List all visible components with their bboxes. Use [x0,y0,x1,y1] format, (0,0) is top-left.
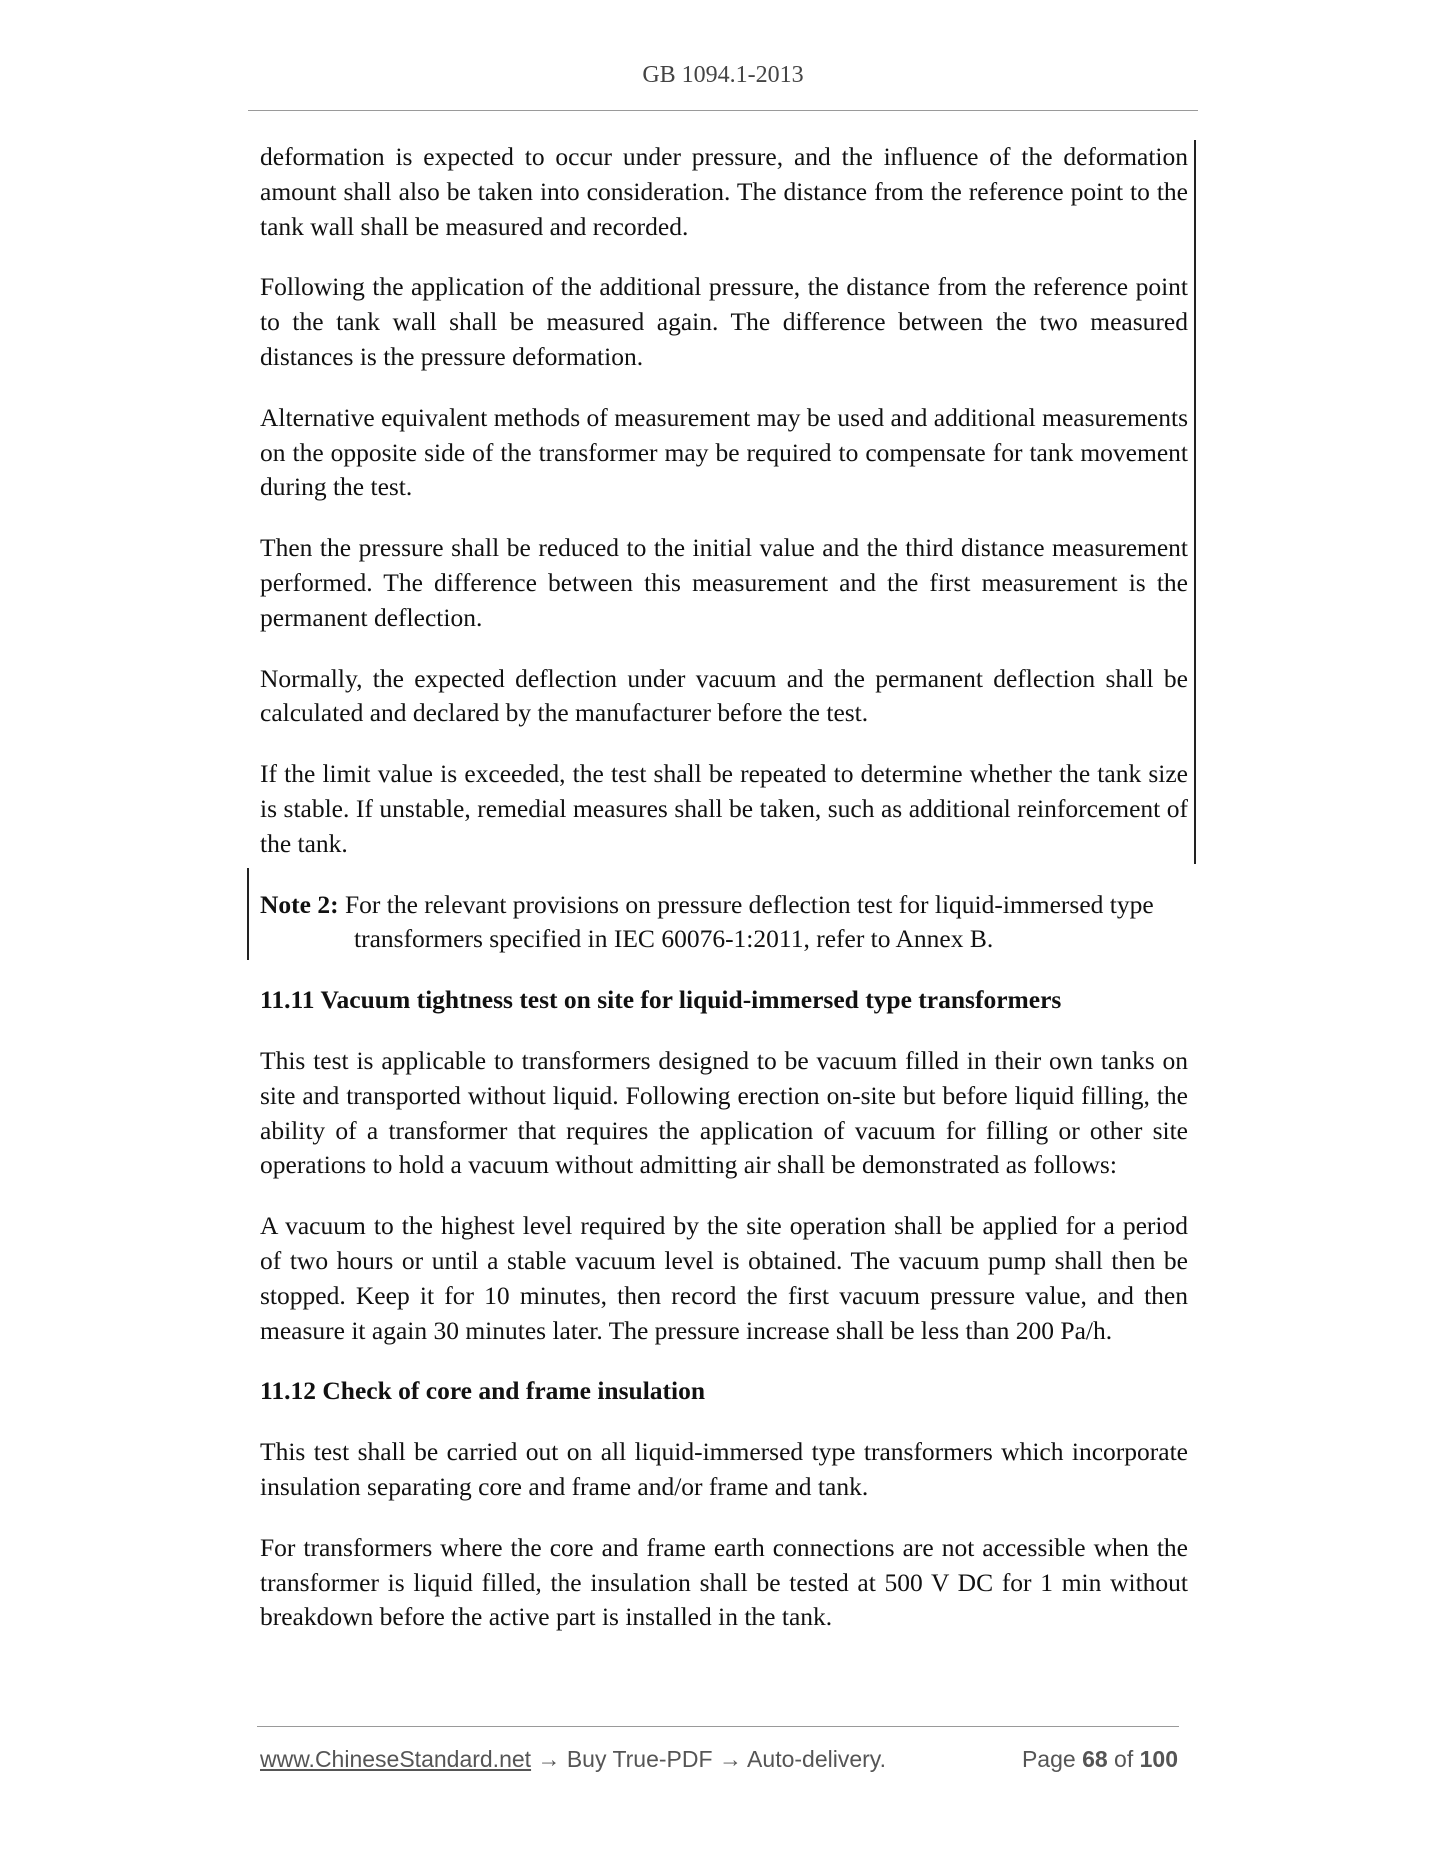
paragraph: For transformers where the core and frame earth connections are not accessible when the transformer is liquid filled, the insulation shall be tested at 500 V DC for 1 min without breakdown before the active part is installed in the tank. [260,1532,1188,1632]
note-line-2: transformers specified in IEC 60076-1:2011, refer to Annex B. [354,924,994,954]
paragraph: If the limit value is exceeded, the test shall be repeated to determine whether the tank size is stable. If unstable, remedial measures shall be taken, such as additional reinforcement of the tank. [260,759,1188,858]
paragraph: Following the application of the additional pressure, the distance from the reference point to the tank wall shall be measured again. The difference between the two measured distances is the pressure deformation. [260,272,1188,371]
paragraph: deformation is expected to occur under pressure, and the influence of the deformation amount shall also be taken into consideration. The distance from the reference point to the tank wall shall be measured and recorded. [260,142,1188,241]
section-heading-11-12: 11.12 Check of core and frame insulation [260,1376,706,1406]
note-line-1: For the relevant provisions on pressure deflection test for liquid-immersed type [344,889,1154,919]
section-heading-11-11: 11.11 Vacuum tightness test on site for liquid-immersed type transformers [260,985,1062,1015]
header-divider [248,110,1198,111]
standard-id-header: GB 1094.1-2013 [642,62,804,88]
page-word: Page [1021,1746,1076,1772]
page-current: 68 [1082,1746,1108,1772]
revision-bar-left [247,868,249,960]
site-link[interactable]: www.ChineseStandard.net [260,1746,532,1772]
note-label: Note 2: [260,889,339,919]
body-text [260,140,1188,1635]
note-2 [260,888,1188,958]
page-total: 100 [1139,1746,1178,1772]
paragraph: Then the pressure shall be reduced to the initial value and the third distance measurement performed. The difference between this measurement and the first measurement is the permanent deflection. [260,533,1188,632]
page-footer [260,1746,1178,1773]
paragraph: This test is applicable to transformers designed to be vacuum filled in their own tanks on site and transported without liquid. Following erection on-site but before liquid filling, the ability of a transformer that requires the application of vacuum for filling or other site operations to hold a vacuum without admitting air shall be demonstrated as follows: [260,1045,1188,1180]
footer-promo-text: → Buy True-PDF → Auto-delivery. [537,1746,886,1772]
revision-bar-right [1194,140,1196,864]
paragraph: Normally, the expected deflection under vacuum and the permanent deflection shall be calculated and declared by the manufacturer before the test. [260,663,1188,728]
paragraph: A vacuum to the highest level required by the site operation shall be applied for a period of two hours or until a stable vacuum level is obtained. The vacuum pump shall then be stopped. Keep it for 10 minutes, then record the first vacuum pressure value, and then measure it again 30 minutes later. The pressure increase shall be less than 200 Pa/h. [260,1211,1188,1345]
footer-divider [257,1726,1179,1727]
paragraph: Alternative equivalent methods of measurement may be used and additional measurements on the opposite side of the transformer may be required to compensate for tank movement during the test. [260,402,1188,502]
page-number [1022,1746,1178,1773]
page-of: of [1114,1746,1134,1772]
paragraph: This test shall be carried out on all liquid-immersed type transformers which incorporate insulation separating core and frame and/or frame and tank. [260,1437,1188,1501]
